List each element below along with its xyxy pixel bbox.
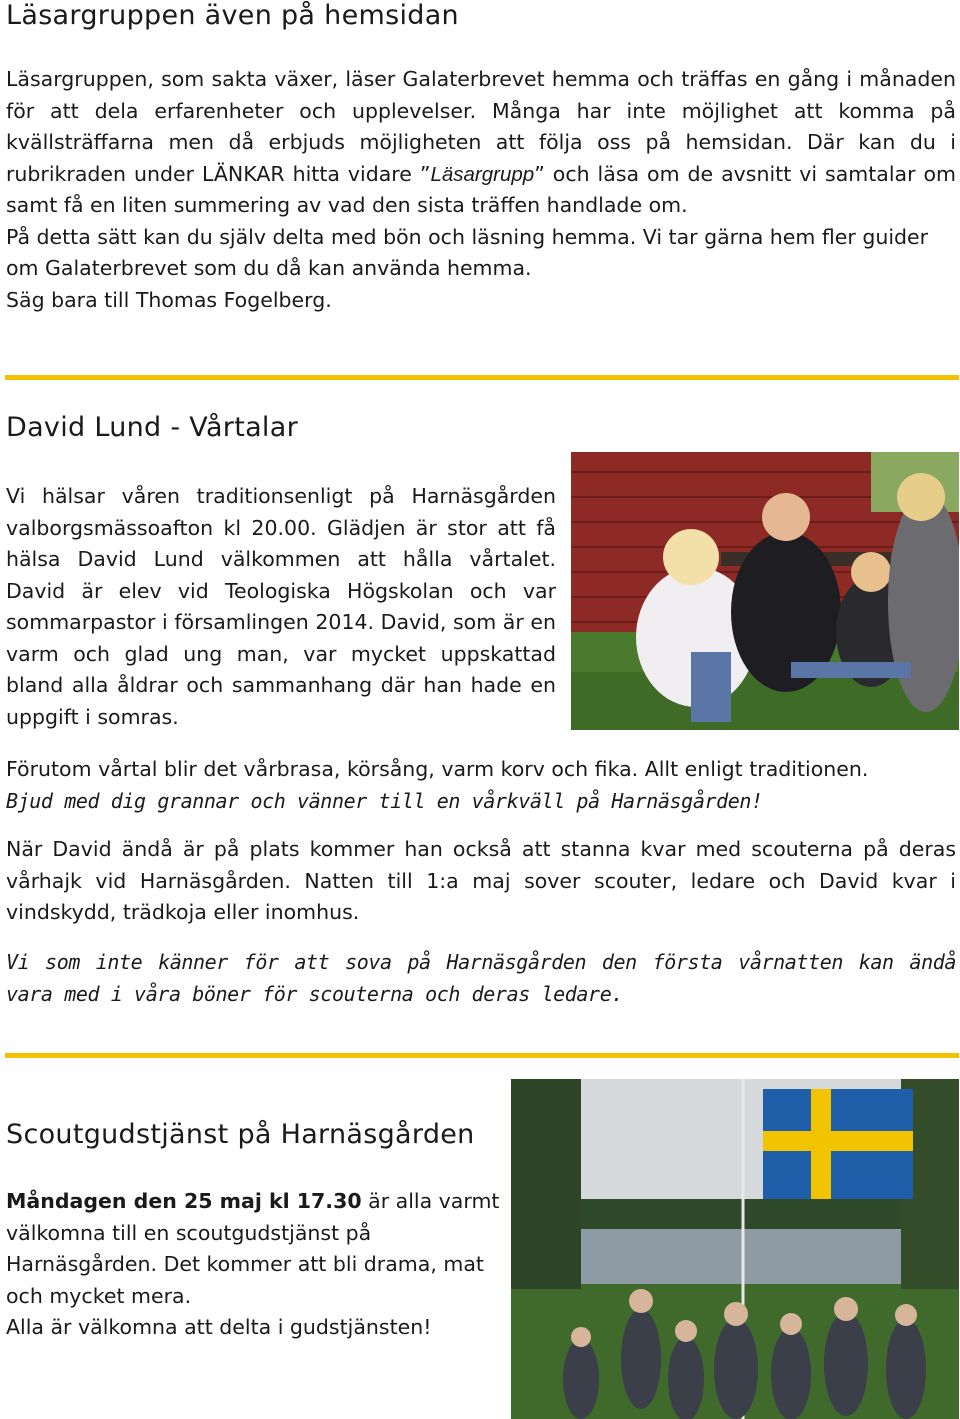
photo-flag-raising: [511, 1079, 959, 1419]
prayer-paragraph: Vi som inte känner för att sova på Harnäsgården den första vårnatten kan ändå vara med i våra böner för scouterna och deras ledare.: [6, 950, 956, 1006]
scoutgudstjanst-text: [6, 1186, 502, 1344]
lasargruppen-text: [6, 64, 956, 316]
lasargruppen-paragraph: [6, 64, 956, 222]
invite-line: Bjud med dig grannar och vänner till en vårkväll på Harnäsgården!: [6, 788, 763, 813]
lasargrupp-link[interactable]: Läsargrupp: [430, 162, 535, 186]
lasargruppen-text-b: ” och läsa om de avsnitt vi samtalar om samt få en liten summering av vad den sista träffen handlade om.: [6, 161, 956, 217]
david-lund-intro: Vi hälsar våren traditionsenligt på Harnäsgården valborgsmässoafton kl 20.00. Glädjen är stor att få hälsa David Lund välkommen att hålla vårtalet. David är elev vid Teologiska Högskolan och var sommarpastor i församlingen 2014. David, som är en varm och glad ung man, var mycket uppskattad bland alla åldrar och sammanhang där han hade en uppgift i somras.: [6, 484, 556, 729]
lasargruppen-text-a: Läsargruppen, som sakta växer, läser Galaterbrevet hemma och träffas en gång i månaden för att dela erfarenheter och upplevelser. Många har inte möjlighet att komma på kvällsträffarna men då erbjuds möjligheten att följa oss på hemsidan. Där kan du i rubrikraden under LÄNKAR hitta vidare ”: [6, 67, 956, 186]
event-description: är alla varmt välkomna till en scoutgudstjänst på Harnäsgården. Det kommer att bli drama, mat och mycket mera.: [6, 1189, 500, 1308]
divider-rule: [5, 375, 959, 380]
varbrasa-text: [6, 754, 956, 817]
divider-rule-2: [5, 1053, 959, 1058]
section-title-lasargruppen: Läsargruppen även på hemsidan: [6, 0, 459, 31]
scouts-paragraph: När David ändå är på plats kommer han också att stanna kvar med scouterna på deras vårhajk vid Harnäsgården. Natten till 1:a maj sover scouter, ledare och David kvar i vindskydd, trädkoja eller inomhus.: [6, 837, 956, 924]
photo-david-lund-with-children: [571, 452, 959, 730]
varbrasa-line: Förutom vårtal blir det vårbrasa, körsång, varm korv och fika. Allt enligt traditionen.: [6, 757, 869, 781]
lasargruppen-paragraph-2: På detta sätt kan du själv delta med bön och läsning hemma. Vi tar gärna hem fler guider om Galaterbrevet som du då kan använda hemma.: [6, 224, 929, 280]
lasargruppen-paragraph-3: Säg bara till Thomas Fogelberg.: [6, 287, 332, 312]
scoutgudstjanst-paragraph: [6, 1186, 502, 1312]
section-title-david-lund: David Lund - Vårtalar: [6, 412, 298, 443]
section-title-scoutgudstjanst: Scoutgudstjänst på Harnäsgården: [6, 1119, 475, 1150]
welcome-line: Alla är välkomna att delta i gudstjänsten!: [6, 1315, 432, 1339]
event-date: Måndagen den 25 maj kl 17.30: [6, 1189, 362, 1213]
